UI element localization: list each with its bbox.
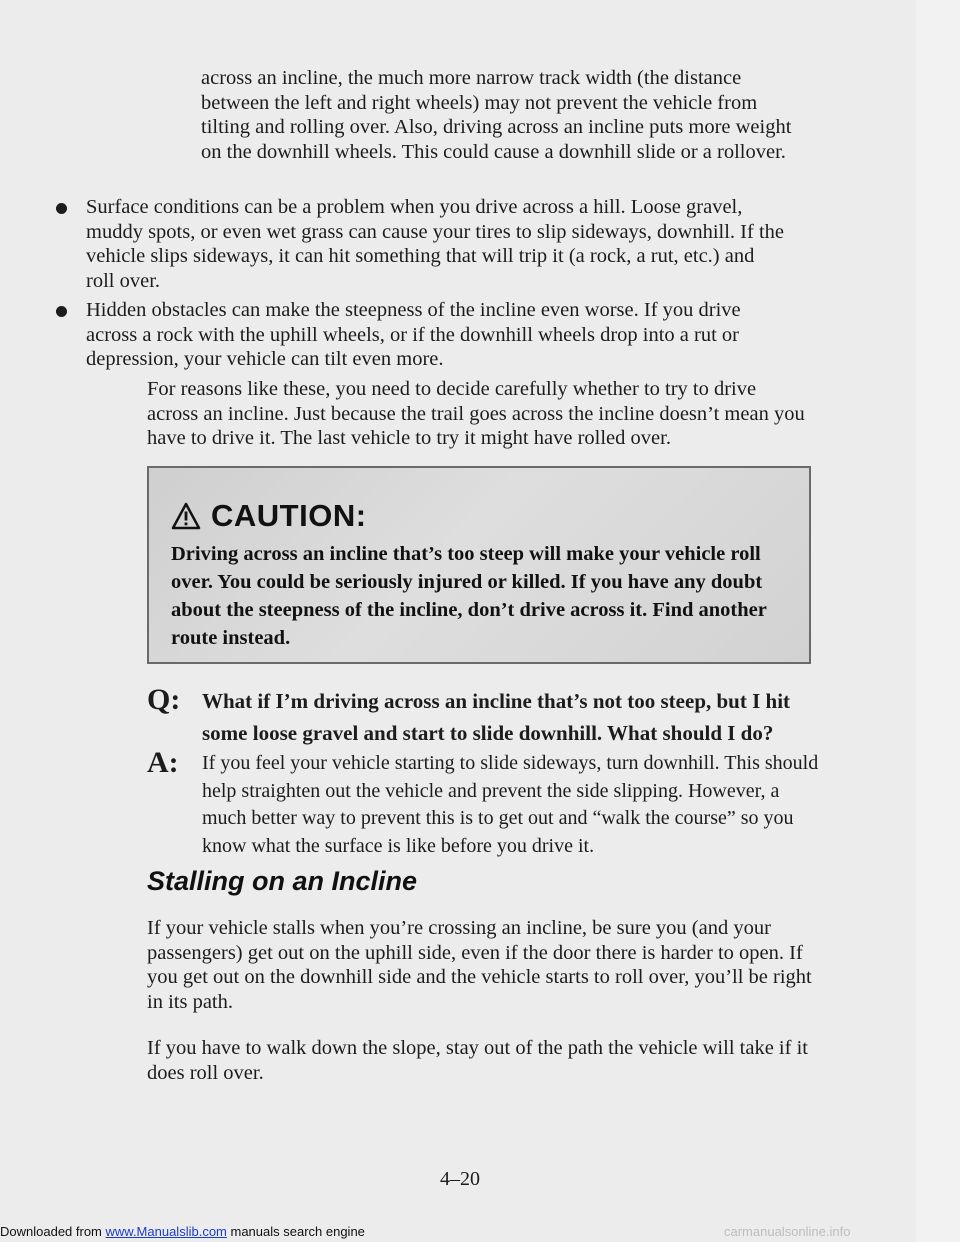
bullet-text: Surface conditions can be a problem when you drive across a hill. Loose gravel, muddy spots, or even wet grass can cause your tires to slip sideways, downhill. If the vehicle slips sideways, it can hit something that will trip it (a rock, a rut, etc.) and roll over.: [86, 196, 785, 292]
reasons-paragraph: For reasons like these, you need to decide carefully whether to try to drive across an incline. Just because the trail goes across the incline doesn’t mean you have to drive it. The last vehicle to try it might have rolled over.: [147, 378, 805, 449]
caution-box: [147, 466, 811, 664]
manualslib-link[interactable]: www.Manualslib.com: [105, 1224, 227, 1239]
question-label: Q:: [147, 683, 181, 716]
answer-label: A:: [147, 746, 179, 779]
caution-header: [171, 498, 367, 534]
bullet-item: [56, 298, 816, 372]
question-text: What if I’m driving across an incline that’s not too steep, but I hit some loose gravel and start to slide downhill. What should I do?: [202, 689, 791, 745]
bullet-text: Hidden obstacles can make the steepness of the incline even worse. If you drive across a rock with the uphill wheels, or if the downhill wheels drop into a rut or depression, your vehicle can tilt even more.: [86, 299, 741, 370]
bullet-item: [56, 195, 816, 293]
warning-triangle-icon: [171, 502, 201, 530]
footer-suffix: manuals search engine: [226, 1224, 365, 1239]
download-footer: [0, 1224, 365, 1239]
bullet-icon: [56, 203, 67, 214]
section-paragraph: If your vehicle stalls when you’re crossing an incline, be sure you (and your passengers) get out on the uphill side, even if the door there is harder to open. If you get out on the downhill side and the vehicle starts to roll over, you’ll be right in its path.: [147, 917, 812, 1013]
bullet-icon: [56, 306, 67, 317]
footer-prefix: Downloaded from: [0, 1224, 106, 1239]
intro-paragraph: across an incline, the much more narrow track width (the distance between the left and right wheels) may not prevent the vehicle from tilting and rolling over. Also, driving across an incline puts more weight on the downhill wheels. This could cause a downhill slide or a rollover.: [201, 67, 792, 163]
watermark: carmanualsonline.info: [724, 1224, 851, 1239]
page-number: 4–20: [440, 1168, 480, 1190]
answer-text: If you feel your vehicle starting to slide sideways, turn downhill. This should help straighten out the vehicle and prevent the side slipping. However, a much better way to prevent this is to get out and “walk the course” so you know what the surface is like before you drive it.: [202, 752, 819, 857]
caution-title: CAUTION:: [211, 498, 367, 533]
section-paragraph: If you have to walk down the slope, stay out of the path the vehicle will take if it does roll over.: [147, 1037, 808, 1084]
section-heading: Stalling on an Incline: [147, 866, 418, 896]
caution-text: Driving across an incline that’s too steep will make your vehicle roll over. You could be seriously injured or killed. If you have any doubt about the steepness of the incline, don’t drive across it. Find another route instead.: [171, 543, 767, 649]
